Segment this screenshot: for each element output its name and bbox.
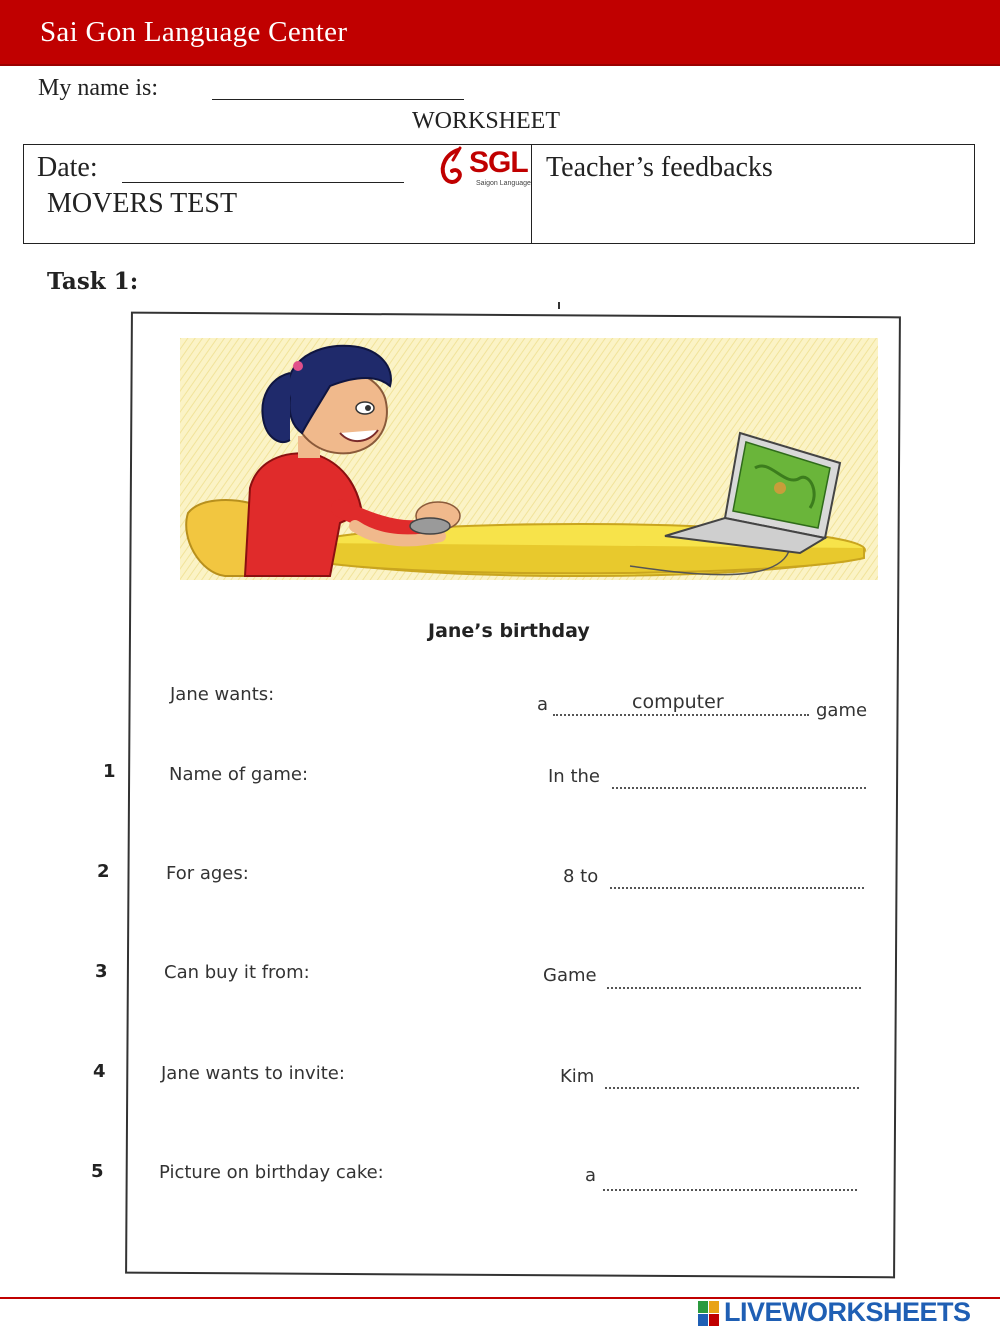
question-number-2: 2 xyxy=(97,861,110,882)
question-prefix-4: Kim xyxy=(560,1066,595,1087)
question-number-1: 1 xyxy=(103,761,116,782)
answer-field-3[interactable] xyxy=(607,987,861,989)
question-number-3: 3 xyxy=(95,961,108,982)
answer-field-4[interactable] xyxy=(605,1087,859,1089)
question-prefix-2: 8 to xyxy=(563,866,599,887)
teacher-feedback-label: Teacher’s feedbacks xyxy=(546,152,773,183)
name-label: My name is: xyxy=(38,75,158,101)
task-label: Task 1: xyxy=(47,268,139,295)
question-number-5: 5 xyxy=(91,1161,104,1182)
example-suffix: game xyxy=(816,700,868,721)
example-answer-line xyxy=(553,714,809,716)
test-name: MOVERS TEST xyxy=(47,188,238,219)
example-answer: computer xyxy=(632,691,724,713)
sgl-logo xyxy=(436,146,532,192)
date-label: Date: xyxy=(37,152,98,183)
question-prompt-1: Name of game: xyxy=(169,764,309,785)
question-prompt-4: Jane wants to invite: xyxy=(161,1063,345,1084)
question-prompt-2: For ages: xyxy=(166,863,249,884)
sgl-logo-swoosh-icon xyxy=(436,146,470,190)
header-bar xyxy=(0,0,1000,64)
date-input-line[interactable] xyxy=(122,182,404,183)
answer-field-1[interactable] xyxy=(612,787,866,789)
answer-field-5[interactable] xyxy=(603,1189,857,1191)
question-prompt-5: Picture on birthday cake: xyxy=(159,1162,384,1183)
sgl-logo-subtext: Saigon Language xyxy=(476,180,531,187)
sheet-title: Jane’s birthday xyxy=(428,620,590,642)
girl-playing-computer-game-illustration xyxy=(180,338,878,580)
name-input-line[interactable] xyxy=(212,99,464,100)
worksheet-label: WORKSHEET xyxy=(412,108,560,134)
liveworksheets-brand: LIVEWORKSHEETS xyxy=(724,1297,971,1327)
question-prefix-1: In the xyxy=(548,766,600,787)
header-underline xyxy=(0,64,1000,66)
liveworksheets-badge-icon xyxy=(698,1301,720,1327)
example-prompt: Jane wants: xyxy=(170,684,275,705)
question-prompt-3: Can buy it from: xyxy=(164,962,310,983)
sgl-logo-text: SGL xyxy=(469,146,528,179)
center-name: Sai Gon Language Center xyxy=(40,16,348,48)
question-number-4: 4 xyxy=(93,1061,106,1082)
question-prefix-5: a xyxy=(585,1165,597,1186)
question-prefix-3: Game xyxy=(543,965,597,986)
example-prefix: a xyxy=(537,694,549,715)
answer-field-2[interactable] xyxy=(610,887,864,889)
stray-mark xyxy=(558,302,560,309)
